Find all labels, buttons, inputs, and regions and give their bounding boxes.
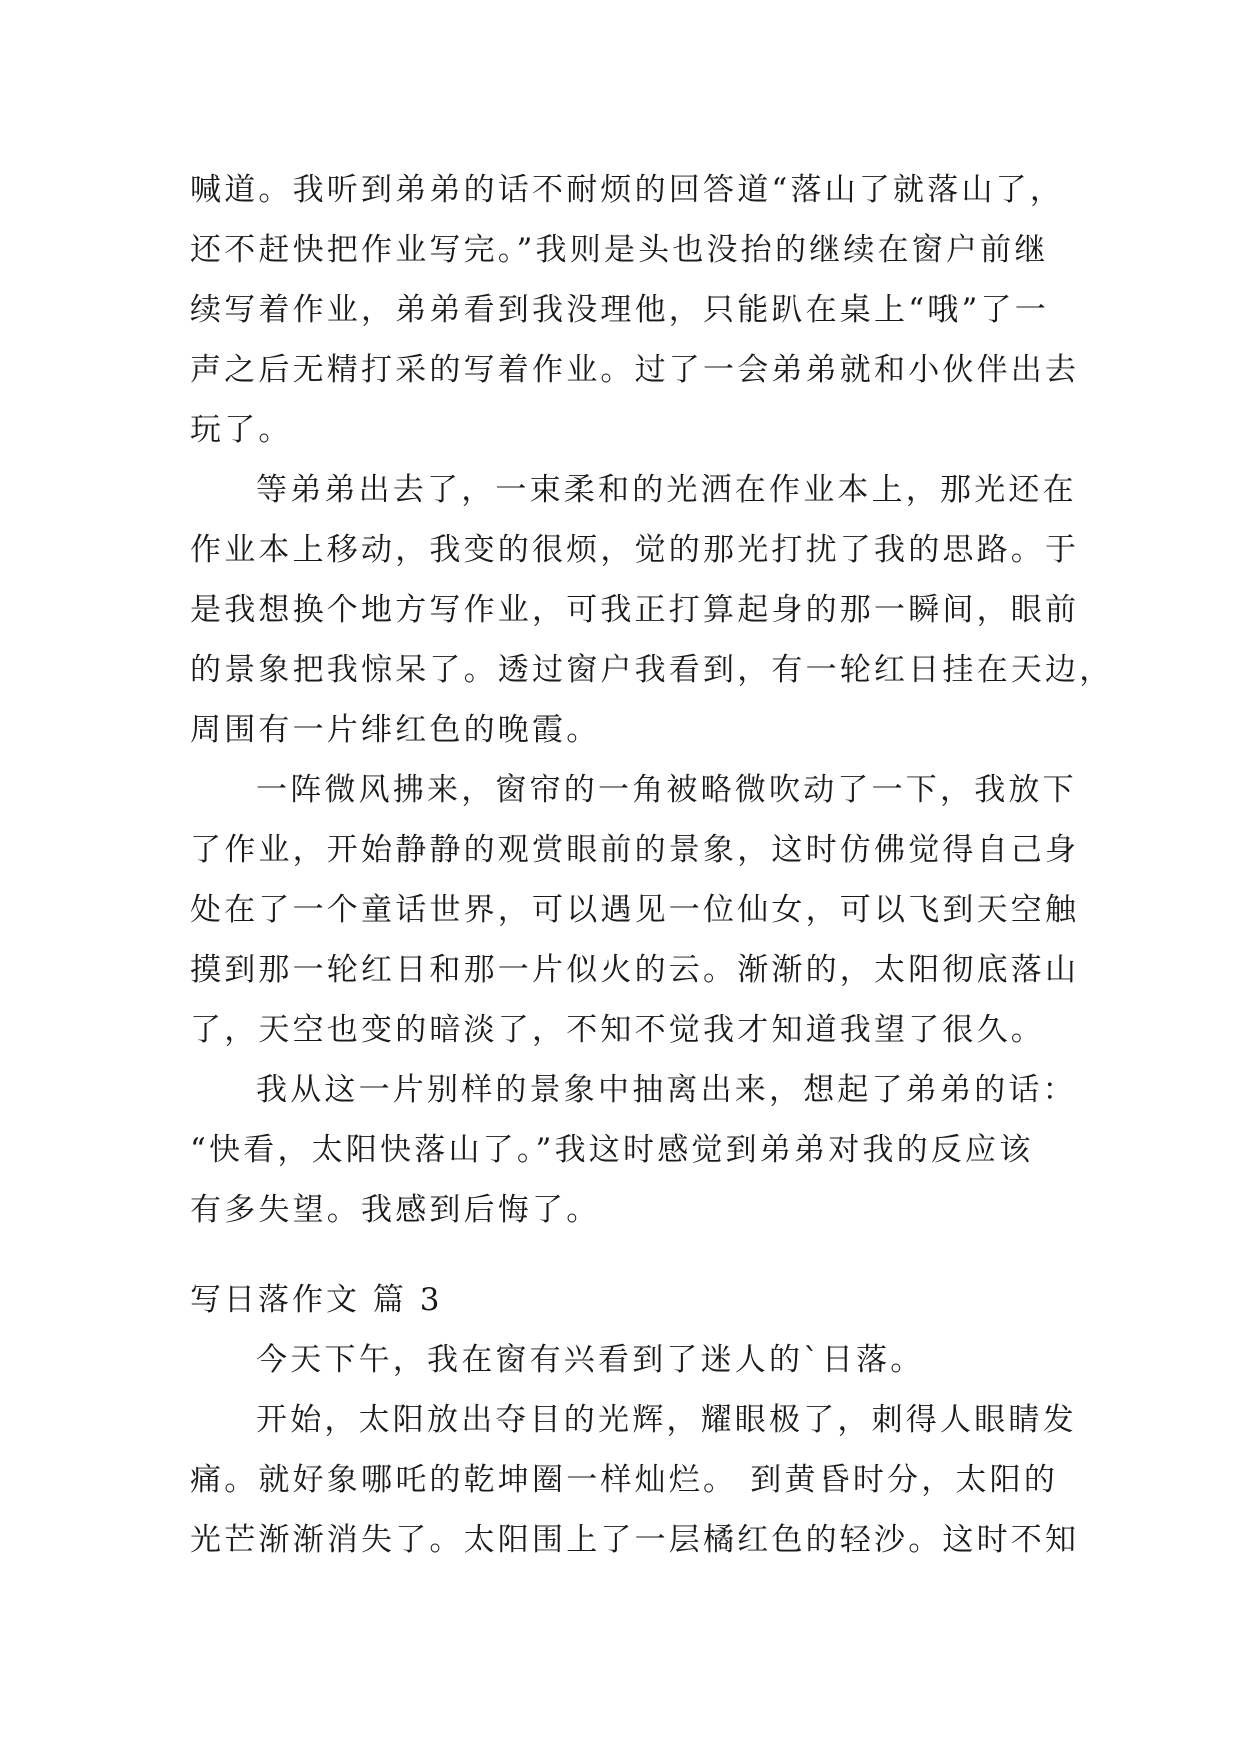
paragraph-line: 等弟弟出去了，一束柔和的光洒在作业本上，那光还在 (256, 472, 1077, 508)
paragraph-line: 开始，太阳放出夺目的光辉，耀眼极了，刺得人眼睛发 (256, 1402, 1077, 1438)
paragraph-line: 喊道。我听到弟弟的话不耐烦的回答道“落山了就落山了， (190, 172, 1065, 208)
paragraph-line: 今天下午，我在窗有兴看到了迷人的`日落。 (256, 1342, 925, 1378)
paragraph-line: 我从这一片别样的景象中抽离出来，想起了弟弟的话： (256, 1072, 1077, 1108)
paragraph-line: 声之后无精打采的写着作业。过了一会弟弟就和小伙伴出去 (190, 352, 1080, 388)
paragraph-line: 是我想换个地方写作业，可我正打算起身的那一瞬间，眼前 (190, 592, 1080, 628)
paragraph-line: “快看，太阳快落山了。”我这时感觉到弟弟对我的反应该 (190, 1132, 1034, 1168)
paragraph-line: 了，天空也变的暗淡了，不知不觉我才知道我望了很久。 (190, 1012, 1045, 1048)
paragraph-line: 光芒渐渐消失了。太阳围上了一层橘红色的轻沙。这时不知 (190, 1522, 1080, 1558)
paragraph-line: 还不赶快把作业写完。”我则是头也没抬的继续在窗户前继 (190, 232, 1049, 268)
paragraph-line: 处在了一个童话世界，可以遇见一位仙女，可以飞到天空触 (190, 892, 1080, 928)
paragraph-line: 续写着作业，弟弟看到我没理他，只能趴在桌上“哦”了一 (190, 292, 1049, 328)
paragraph-line: 有多失望。我感到后悔了。 (190, 1192, 601, 1228)
paragraph-line: 作业本上移动，我变的很烦，觉的那光打扰了我的思路。于 (190, 532, 1080, 568)
paragraph-line: 周围有一片绯红色的晚霞。 (190, 712, 601, 748)
paragraph-line: 一阵微风拂来，窗帘的一角被略微吹动了一下，我放下 (256, 772, 1077, 808)
section-heading: 写日落作文 篇 3 (190, 1282, 443, 1318)
paragraph-line: 摸到那一轮红日和那一片似火的云。渐渐的，太阳彻底落山 (190, 952, 1080, 988)
paragraph-line: 的景象把我惊呆了。透过窗户我看到，有一轮红日挂在天边， (190, 652, 1114, 688)
paragraph-line: 痛。就好象哪吒的乾坤圈一样灿烂。 到黄昏时分，太阳的 (190, 1462, 1059, 1498)
paragraph-line: 了作业，开始静静的观赏眼前的景象，这时仿佛觉得自己身 (190, 832, 1080, 868)
paragraph-line: 玩了。 (190, 412, 293, 448)
